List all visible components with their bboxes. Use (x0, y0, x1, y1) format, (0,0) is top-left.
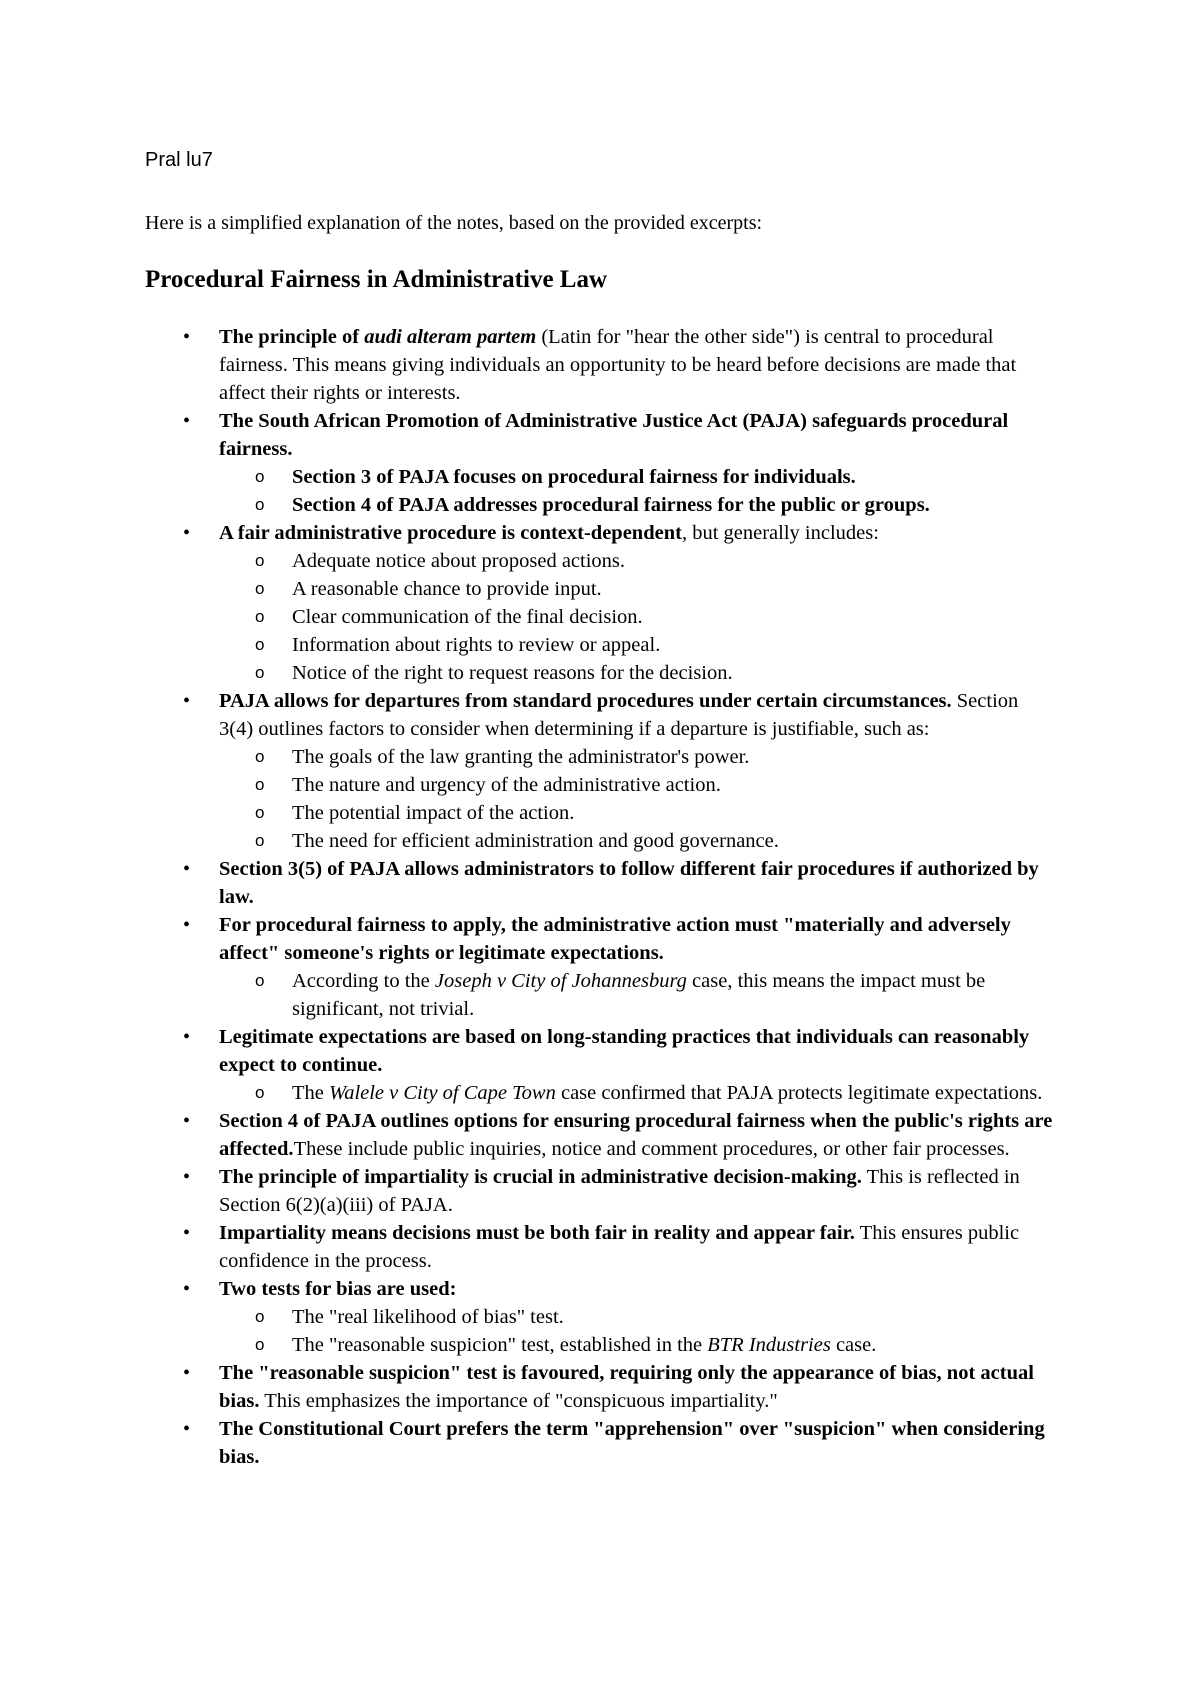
list-item (0, 687, 1054, 855)
sub-list (292, 1079, 1062, 1107)
list-item (0, 1107, 1054, 1163)
list-item (0, 855, 1054, 911)
sub-list-item: o The nature and urgency of the administrative action. (292, 771, 1062, 799)
bold-text: A fair administrative procedure is context-dependent (219, 522, 682, 544)
latin-phrase: audi alteram partem (364, 326, 537, 348)
bold-text: The principle of impartiality is crucial in administrative decision-making. (219, 1166, 862, 1188)
body-text: This emphasizes the importance of "conspicuous impartiality." (259, 1390, 778, 1412)
body-text: , but generally includes: (681, 522, 879, 544)
sub-list-item: o Section 4 of PAJA addresses procedural fairness for the public or groups. (292, 491, 1062, 519)
case-name: Joseph v City of Johannesburg (434, 970, 687, 992)
sub-list-item: o Clear communication of the final decision. (292, 603, 1062, 631)
section-heading: Procedural Fairness in Administrative Law (145, 266, 608, 293)
bold-text: Section 4 of PAJA outlines options for ensuring procedural fairness when the public's rights are affected. (219, 1110, 1053, 1160)
list-item (0, 1415, 1054, 1471)
sub-list (292, 547, 1062, 687)
case-name: Walele v City of Cape Town (329, 1082, 556, 1104)
bold-text: The "reasonable suspicion" test is favoured, requiring only the appearance of bias, not actual bias. (219, 1362, 1034, 1412)
sub-list-item: o Section 3 of PAJA focuses on procedural fairness for individuals. (292, 463, 1062, 491)
list-item (0, 1275, 1054, 1359)
sub-list-item: o A reasonable chance to provide input. (292, 575, 1062, 603)
list-item (0, 1219, 1054, 1275)
bold-text: Legitimate expectations are based on long-standing practices that individuals can reasonably expect to continue. (219, 1026, 1030, 1076)
list-item (0, 407, 1054, 519)
sub-list (292, 743, 1062, 855)
document-label: Pral lu7 (145, 149, 213, 171)
list-item (0, 519, 1054, 687)
sub-list-item: o The "real likelihood of bias" test. (292, 1303, 1062, 1331)
bold-text: PAJA allows for departures from standard procedures under certain circumstances. (219, 690, 952, 712)
bold-text: Section 3(5) of PAJA allows administrators to follow different fair procedures if authorized by law. (219, 858, 1039, 908)
sub-list-item: o Notice of the right to request reasons for the decision. (292, 659, 1062, 687)
sub-list-item: o The need for efficient administration and good governance. (292, 827, 1062, 855)
notes-list (0, 323, 1200, 1471)
sub-list-item: o The Walele v City of Cape Town case confirmed that PAJA protects legitimate expectations. (292, 1079, 1062, 1107)
bold-text: The South African Promotion of Administrative Justice Act (PAJA) safeguards procedural fairness. (219, 410, 1009, 460)
bold-text: Two tests for bias are used: (219, 1278, 457, 1300)
sub-list (292, 463, 1062, 519)
body-text: These include public inquiries, notice and comment procedures, or other fair processes. (293, 1138, 1010, 1160)
intro-text: Here is a simplified explanation of the notes, based on the provided excerpts: (145, 212, 763, 234)
sub-list (292, 967, 1062, 1023)
list-item (0, 1359, 1054, 1415)
sub-list-item: o Information about rights to review or appeal. (292, 631, 1062, 659)
bold-text: For procedural fairness to apply, the administrative action must "materially and adversely affect" someone's rights or legitimate expectations. (219, 914, 1011, 964)
body-text: This is reflected in Section 6(2)(a)(iii) of PAJA. (219, 1166, 1020, 1216)
body-text: Section 3(4) outlines factors to consider when determining if a departure is justifiable, such as: (219, 690, 1019, 740)
body-text: (Latin for "hear the other side") is central to procedural fairness. This means giving individuals an opportunity to be heard before decisions are made that affect their rights or interests. (219, 326, 1017, 404)
case-name: BTR Industries (707, 1334, 831, 1356)
list-item (0, 1163, 1054, 1219)
bold-text: The principle of (219, 326, 365, 348)
bold-text: Impartiality means decisions must be both fair in reality and appear fair. (219, 1222, 855, 1244)
bold-text: The Constitutional Court prefers the term "apprehension" over "suspicion" when considering bias. (219, 1418, 1045, 1468)
list-item (0, 1023, 1054, 1107)
body-text: This ensures public confidence in the process. (219, 1222, 1020, 1272)
sub-list-item: o According to the Joseph v City of Johannesburg case, this means the impact must be significant, not trivial. (292, 967, 1062, 1023)
sub-list-item: o The potential impact of the action. (292, 799, 1062, 827)
sub-list-item: o The goals of the law granting the administrator's power. (292, 743, 1062, 771)
list-item (0, 911, 1054, 1023)
sub-list-item: o Adequate notice about proposed actions. (292, 547, 1062, 575)
sub-list-item: o The "reasonable suspicion" test, established in the BTR Industries case. (292, 1331, 1062, 1359)
sub-list (292, 1303, 1062, 1359)
list-item (0, 323, 1054, 407)
